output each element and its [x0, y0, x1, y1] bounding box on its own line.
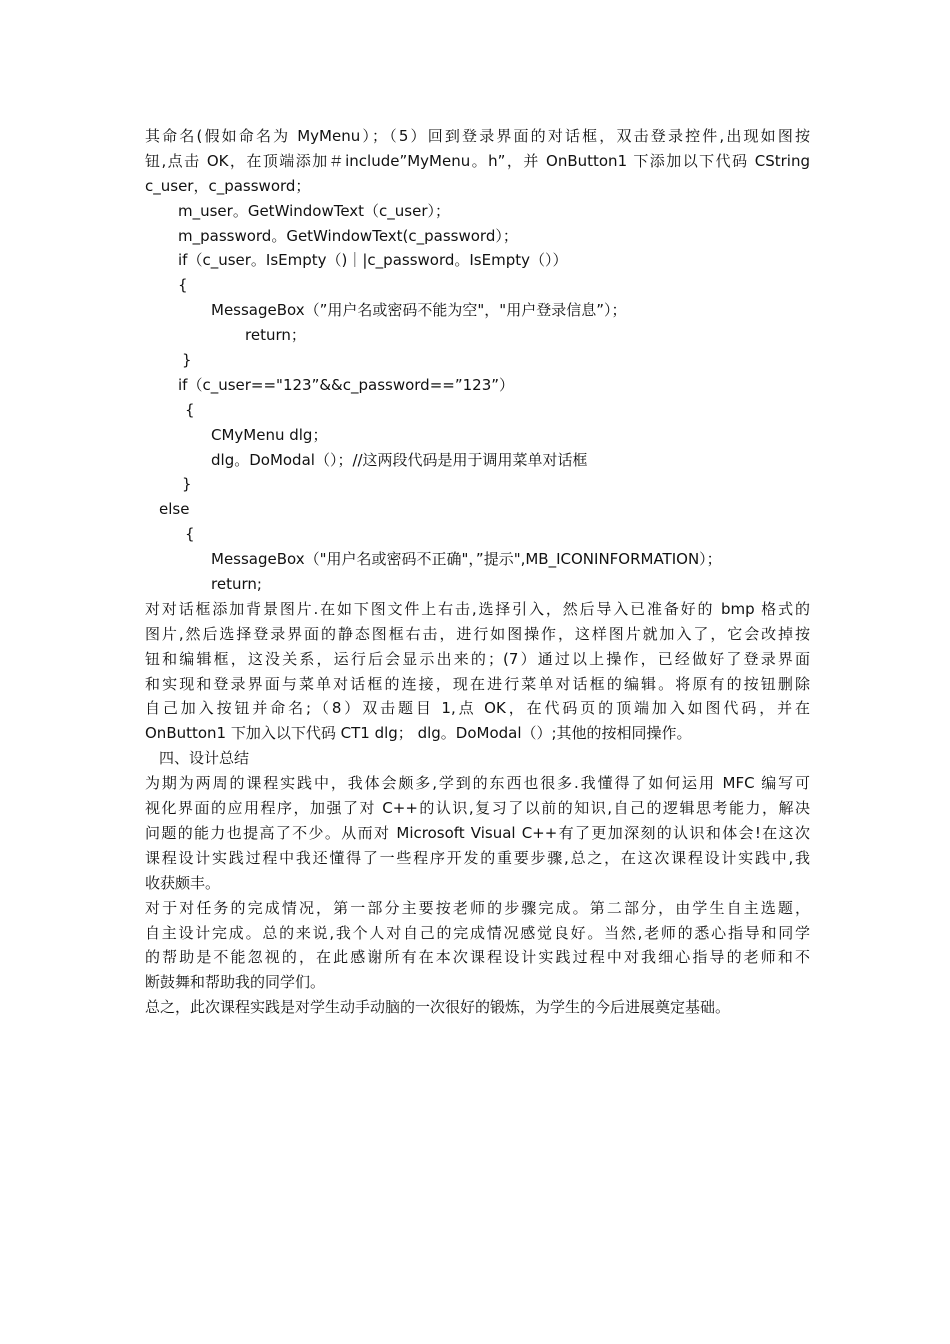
text-line: 问题的能力也提高了不少。从而对 Microsoft Visual C++有了更加深刻的认识和体会!在这次	[145, 823, 810, 842]
text-line: c_user，c_password；	[145, 176, 311, 195]
text-line: 为期为两周的课程实践中，我体会颇多,学到的东西也很多.我懂得了如何运用 MFC 编写可	[145, 774, 810, 793]
code-line: {	[185, 525, 195, 544]
code-block	[145, 199, 810, 597]
code-line: }	[182, 351, 192, 370]
text-line: 自己加入按钮并命名;（8）双击题目 1,点 OK，在代码页的顶端加入如图代码，并在	[145, 699, 810, 718]
text-line: 自主设计完成。总的来说,我个人对自己的完成情况感觉良好。当然,老师的悉心指导和同学	[145, 923, 810, 942]
text-line: 钮和编辑框，这没关系，运行后会显示出来的；(7）通过以上操作，已经做好了登录界面	[145, 649, 810, 668]
text-line: OnButton1 下加入以下代码 CT1 dlg； dlg。DoModal（）;其他的按相同操作。	[145, 724, 692, 743]
code-line: dlg。DoModal（）；//这两段代码是用于调用菜单对话框	[211, 450, 588, 469]
code-line: m_user。GetWindowText（c_user）；	[178, 201, 451, 220]
code-line: MessageBox（"用户名或密码不正确"，”提示",MB_ICONINFORMATION）；	[211, 550, 722, 569]
text-line: 钮,点击 OK，在顶端添加＃include”MyMenu。h”，并 OnButton1 下添加以下代码 CString	[145, 151, 810, 170]
paragraph-background	[145, 597, 810, 746]
paragraph-summary-1	[145, 771, 810, 895]
code-line: return;	[211, 575, 262, 594]
document-body	[145, 124, 810, 1020]
code-line: CMyMenu dlg；	[211, 425, 328, 444]
code-line: {	[185, 400, 195, 419]
text-line: 视化界面的应用程序，加强了对 C++的认识,复习了以前的知识,自己的逻辑思考能力，解决	[145, 799, 810, 818]
text-line: 收获颇丰。	[145, 873, 221, 892]
text-line: 对对话框添加背景图片.在如下图文件上右击,选择引入，然后导入已准备好的 bmp 格式的	[145, 599, 810, 618]
text-line: 课程设计实践过程中我还懂得了一些程序开发的重要步骤,总之，在这次课程设计实践中,我	[145, 848, 810, 867]
code-line: if（c_user=="123”&&c_password==”123”）	[178, 375, 515, 394]
code-line: if（c_user。IsEmpty（)｜|c_password。IsEmpty（））	[178, 251, 568, 270]
code-line: {	[178, 276, 188, 295]
paragraph-step5	[145, 124, 810, 199]
paragraph-conclusion: 总之，此次课程实践是对学生动手动脑的一次很好的锻炼，为学生的今后进展奠定基础。	[145, 998, 731, 1017]
code-line: return；	[245, 326, 306, 345]
code-line: m_password。GetWindowText(c_password）；	[178, 226, 518, 245]
paragraph-summary-2	[145, 896, 810, 996]
code-line: }	[182, 475, 192, 494]
text-line: 断鼓舞和帮助我的同学们。	[145, 973, 326, 992]
section-heading: 四、设计总结	[159, 749, 250, 768]
text-line: 其命名(假如命名为 MyMenu）；（5）回到登录界面的对话框，双击登录控件,出现如图按	[145, 127, 810, 145]
text-line: 和实现和登录界面与菜单对话框的连接，现在进行菜单对话框的编辑。将原有的按钮删除	[145, 674, 810, 693]
text-line: 对于对任务的完成情况，第一部分主要按老师的步骤完成。第二部分，由学生自主选题，	[145, 898, 810, 917]
code-line: else	[159, 500, 190, 519]
text-line: 的帮助是不能忽视的，在此感谢所有在本次课程设计实践过程中对我细心指导的老师和不	[145, 948, 810, 967]
text-line: 图片,然后选择登录界面的静态图框右击，进行如图操作，这样图片就加入了，它会改掉按	[145, 624, 810, 643]
code-line: MessageBox（”用户名或密码不能为空"，"用户登录信息”）；	[211, 301, 627, 320]
